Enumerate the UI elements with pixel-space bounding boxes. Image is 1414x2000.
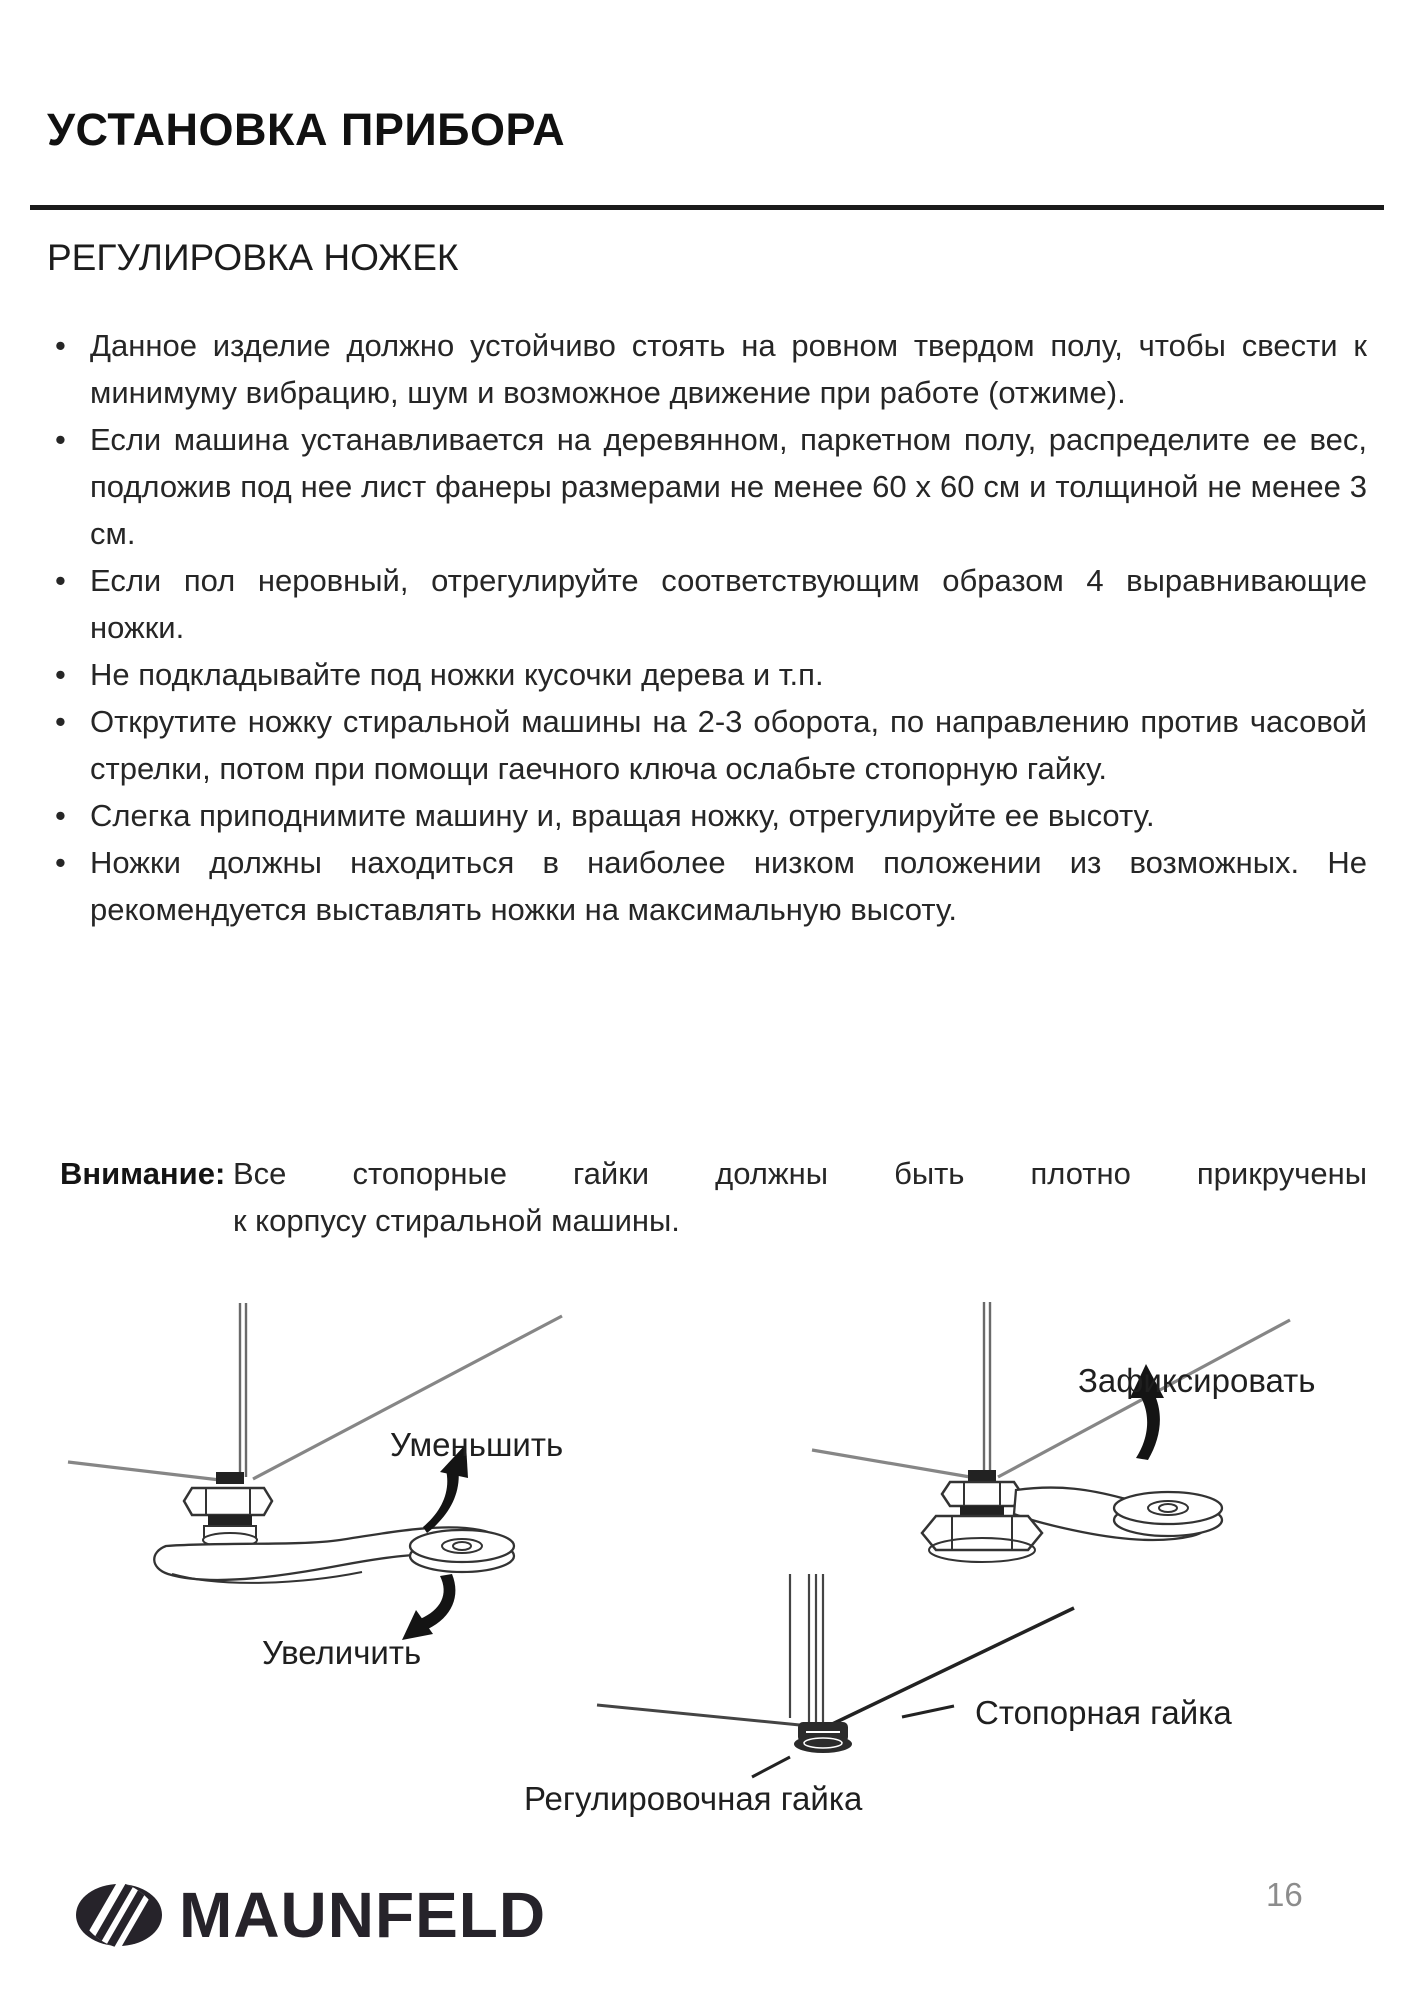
brand-logo [75, 1879, 547, 1951]
label-lock: Зафиксировать [1078, 1362, 1316, 1399]
label-increase: Увеличить [262, 1634, 422, 1671]
page-number: 16 [1266, 1876, 1303, 1913]
brand-name: MAUNFELD [179, 1879, 547, 1951]
maunfeld-logo-icon [75, 1883, 163, 1947]
list-item: • Если пол неровный, отрегулируйте соответствующим образом 4 выравнивающие ножки. [47, 557, 1367, 651]
attention-text [233, 1150, 1367, 1244]
list-item: • Если машина устанавливается на деревянном, паркетном полу, распределите ее вес, подложив под нее лист фанеры размерами не менее 60 х 60 см и толщиной не менее 3 см. [47, 416, 1367, 557]
list-item: • Открутите ножку стиральной машины на 2-3 оборота, по направлению против часовой стрелки, потом при помощи гаечного ключа ослабьте стопорную гайку. [47, 698, 1367, 792]
attention-line: Все стопорные гайки должны быть плотно прикручены [233, 1156, 1367, 1191]
label-adjust-nut: Регулировочная гайка [524, 1780, 863, 1817]
attention-line: к корпусу стиральной машины. [233, 1203, 680, 1238]
foot-diagram-right [812, 1302, 1315, 1562]
label-lock-nut: Стопорная гайка [975, 1694, 1232, 1731]
attention-label: Внимание: [60, 1156, 226, 1191]
foot-diagram-bottom [524, 1574, 1232, 1817]
list-item: • Не подкладывайте под ножки кусочки дерева и т.п. [47, 651, 1367, 698]
foot-diagram-left [68, 1303, 563, 1671]
attention-note [60, 1150, 1367, 1244]
page-title: УСТАНОВКА ПРИБОРА [47, 104, 566, 155]
feet-adjustment-diagram [0, 1290, 1414, 1910]
section-subtitle: РЕГУЛИРОВКА НОЖЕК [47, 237, 459, 278]
label-decrease: Уменьшить [390, 1426, 564, 1463]
list-item: • Слегка приподнимите машину и, вращая ножку, отрегулируйте ее высоту. [47, 792, 1367, 839]
instruction-list [47, 322, 1367, 933]
arrow-down-icon [402, 1574, 455, 1640]
list-item: • Ножки должны находиться в наиболее низком положении из возможных. Не рекомендуется выставлять ножки на максимальную высоту. [47, 839, 1367, 933]
title-divider [30, 205, 1384, 210]
list-item: • Данное изделие должно устойчиво стоять на ровном твердом полу, чтобы свести к минимуму вибрацию, шум и возможное движение при работе (отжиме). [47, 322, 1367, 416]
